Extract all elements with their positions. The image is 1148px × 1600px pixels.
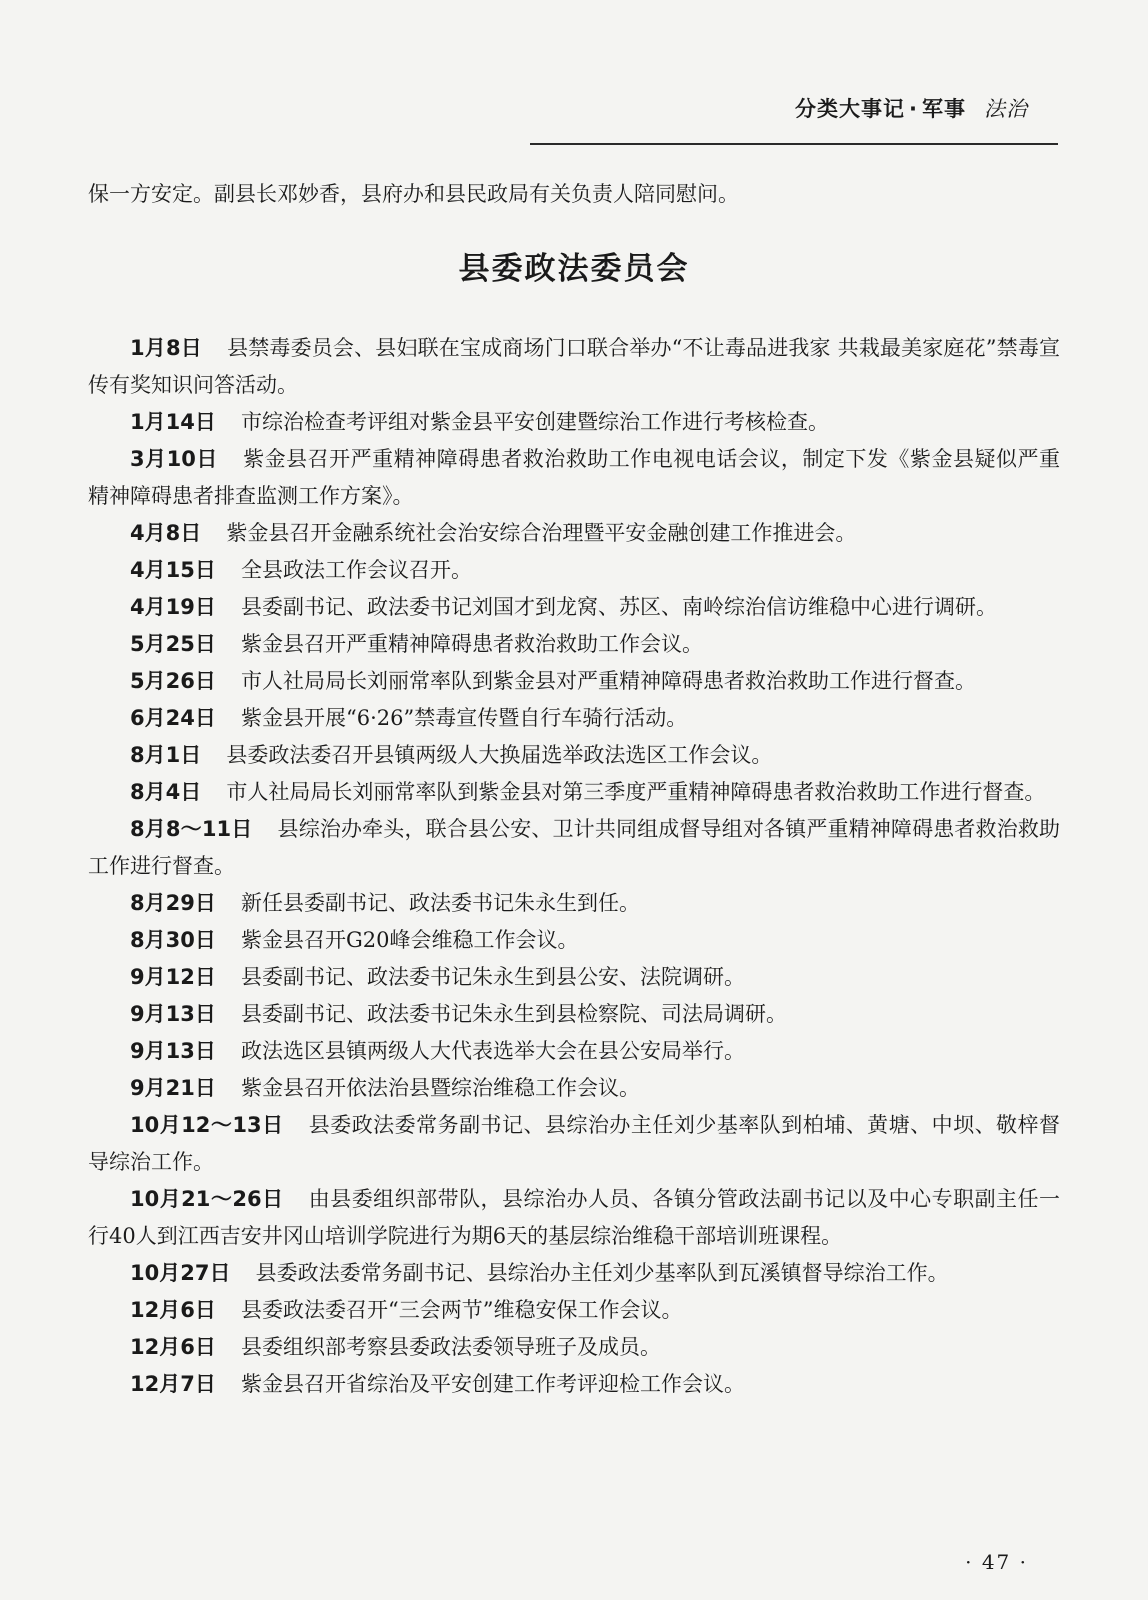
running-header	[795, 93, 1028, 123]
entry-date: 4月15日	[130, 558, 216, 582]
entry-text: 新任县委副书记、政法委书记朱永生到任。	[241, 891, 641, 915]
entry-date: 8月1日	[130, 743, 202, 767]
entry-date: 5月26日	[130, 669, 216, 693]
entry-date: 10月27日	[130, 1261, 231, 1285]
entry-text: 紫金县召开严重精神障碍患者救治救助工作电视电话会议，制定下发《紫金县疑似严重精神障碍患者排查监测工作方案》。	[88, 447, 1060, 508]
entry-text: 由县委组织部带队，县综治办人员、各镇分管政法副书记以及中心专职副主任一行40人到江西吉安井冈山培训学院进行为期6天的基层综治维稳干部培训班课程。	[88, 1187, 1061, 1248]
page-number: · 47 ·	[965, 1550, 1028, 1574]
entry-date: 9月13日	[130, 1002, 216, 1026]
chronicle-entry	[88, 404, 1060, 441]
entry-text: 县委副书记、政法委书记朱永生到县检察院、司法局调研。	[241, 1002, 788, 1026]
chronicle-entry	[88, 737, 1060, 774]
section-title: 县委政法委员会	[458, 251, 690, 287]
chronicle-entry	[88, 1033, 1060, 1070]
entry-text: 全县政法工作会议召开。	[241, 558, 473, 582]
entry-text: 紫金县召开严重精神障碍患者救治救助工作会议。	[241, 632, 704, 656]
entry-text: 紫金县召开G20峰会维稳工作会议。	[241, 928, 579, 952]
entry-date: 12月6日	[130, 1335, 216, 1359]
entry-text: 紫金县召开省综治及平安创建工作考评迎检工作会议。	[241, 1372, 746, 1396]
entry-text: 县委政法委召开“三会两节”维稳安保工作会议。	[241, 1298, 683, 1322]
chronicle-entry	[88, 1255, 1060, 1292]
chronicle-entry	[88, 589, 1060, 626]
chronicle-entry	[88, 330, 1060, 404]
chronicle-entries	[88, 330, 1060, 1403]
entry-text: 县委政法委召开县镇两级人大换届选举政法选区工作会议。	[226, 743, 773, 767]
header-category: 军事	[922, 97, 966, 121]
chronicle-entry	[88, 1366, 1060, 1403]
entry-text: 政法选区县镇两级人大代表选举大会在县公安局举行。	[241, 1039, 746, 1063]
entry-date: 1月14日	[130, 410, 216, 434]
entry-text: 县委副书记、政法委书记朱永生到县公安、法院调研。	[241, 965, 746, 989]
entry-text: 市综治检查考评组对紫金县平安创建暨综治工作进行考核检查。	[241, 410, 830, 434]
entry-date: 9月12日	[130, 965, 216, 989]
entry-date: 5月25日	[130, 632, 216, 656]
entry-text: 市人社局局长刘丽常率队到紫金县对严重精神障碍患者救治救助工作进行督查。	[241, 669, 977, 693]
entry-date: 10月12～13日	[130, 1113, 284, 1137]
entry-date: 8月30日	[130, 928, 216, 952]
entry-text: 紫金县召开金融系统社会治安综合治理暨平安金融创建工作推进会。	[226, 521, 857, 545]
chronicle-entry	[88, 1070, 1060, 1107]
chronicle-entry	[88, 1292, 1060, 1329]
entry-text: 县委政法委常务副书记、县综治办主任刘少基率队到柏埔、黄塘、中坝、敬梓督导综治工作。	[88, 1113, 1061, 1174]
entry-date: 3月10日	[130, 447, 218, 471]
header-rule	[530, 143, 1058, 145]
entry-date: 6月24日	[130, 706, 216, 730]
entry-text: 县委组织部考察县委政法委领导班子及成员。	[241, 1335, 662, 1359]
chronicle-entry	[88, 885, 1060, 922]
entry-date: 9月13日	[130, 1039, 216, 1063]
entry-text: 县综治办牵头，联合县公安、卫计共同组成督导组对各镇严重精神障碍患者救治救助工作进行督查。	[88, 817, 1060, 878]
chronicle-entry	[88, 700, 1060, 737]
chronicle-entry	[88, 811, 1060, 885]
entry-text: 县禁毒委员会、县妇联在宝成商场门口联合举办“不让毒品进我家 共栽最美家庭花”禁毒宣传有奖知识问答活动。	[88, 336, 1060, 397]
entry-text: 紫金县开展“6·26”禁毒宣传暨自行车骑行活动。	[241, 706, 688, 730]
entry-date: 4月19日	[130, 595, 216, 619]
header-section: 分类大事记	[795, 97, 906, 121]
chronicle-entry	[88, 663, 1060, 700]
entry-text: 市人社局局长刘丽常率队到紫金县对第三季度严重精神障碍患者救治救助工作进行督查。	[226, 780, 1046, 804]
entry-date: 12月6日	[130, 1298, 216, 1322]
chronicle-entry	[88, 515, 1060, 552]
entry-date: 4月8日	[130, 521, 202, 545]
entry-date: 8月29日	[130, 891, 216, 915]
header-subcategory: 法治	[984, 97, 1028, 121]
entry-date: 10月21～26日	[130, 1187, 284, 1211]
chronicle-entry	[88, 1107, 1060, 1181]
entry-text: 县委副书记、政法委书记刘国才到龙窝、苏区、南岭综治信访维稳中心进行调研。	[241, 595, 998, 619]
entry-date: 8月8～11日	[130, 817, 253, 841]
header-separator: ·	[909, 97, 918, 121]
entry-date: 1月8日	[130, 336, 202, 360]
entry-text: 县委政法委常务副书记、县综治办主任刘少基率队到瓦溪镇督导综治工作。	[255, 1261, 949, 1285]
chronicle-entry	[88, 552, 1060, 589]
chronicle-entry	[88, 1329, 1060, 1366]
page-body	[88, 176, 1060, 1403]
chronicle-entry	[88, 996, 1060, 1033]
chronicle-entry	[88, 774, 1060, 811]
chronicle-entry	[88, 441, 1060, 515]
entry-date: 8月4日	[130, 780, 202, 804]
chronicle-entry	[88, 1181, 1060, 1255]
continued-paragraph: 保一方安定。副县长邓妙香，县府办和县民政局有关负责人陪同慰问。	[88, 182, 739, 206]
chronicle-entry	[88, 959, 1060, 996]
entry-date: 9月21日	[130, 1076, 216, 1100]
entry-date: 12月7日	[130, 1372, 216, 1396]
entry-text: 紫金县召开依法治县暨综治维稳工作会议。	[241, 1076, 641, 1100]
chronicle-entry	[88, 922, 1060, 959]
chronicle-entry	[88, 626, 1060, 663]
